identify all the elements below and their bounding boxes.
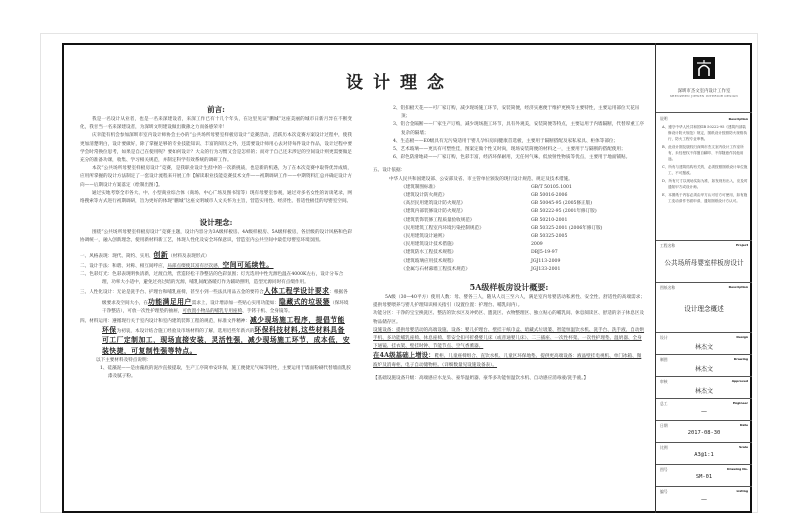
- company-name-en: SHENZHEN JIEWEN INTERIOR DESIGN: [669, 94, 739, 98]
- highlight-text: 环保科技材料,这些材料具备可工厂定制加工，现场直接安装，灵活性强，减少现场施工环节，成本低，安装快捷，可复制性强等特点。: [102, 326, 351, 355]
- basis-heading: 五、设计依据：: [373, 168, 406, 174]
- highlight-text: 减少现场施工程序，提倡节能环保: [102, 316, 345, 335]
- highlight-text: 功能满足用户: [147, 297, 192, 306]
- project-name: 公共场所母婴室样板房设计: [664, 259, 744, 267]
- norm-row: 《建筑装饰装修工程质量验收规范》 GB 50210-2001: [401, 217, 568, 223]
- title-block: [655, 43, 752, 513]
- norm-row: 《建筑玻璃应用技术规程》 JGJ113-2009: [401, 258, 561, 264]
- document-title: 设计理念: [346, 73, 454, 93]
- project-name-cell: 工程名称 Project 公共场所母婴室样板房设计: [656, 241, 752, 283]
- note-item: D、所有尺寸以现场实际为准，如发现有出入，应及时通知甲方或设计师。: [662, 179, 748, 189]
- concept-item-humanized: 三、人性化设计：无论是洗手台、护理台和哺乳座椅，甚至小到一些法具用品五金的要符合人体工程学设计要求：根据各级要求及空间大小，在功能满足用户需求上，设计增添加一些贴心实用功能如：隐藏式的垃圾篓（保环境干净整洁），可放一次性护理垫的抽屉，可放置小物品的哺乳专用座椅、手铐干机、全身镜等。: [80, 287, 349, 314]
- concept-item-technique: 二、设计手法：和谐、对称、相互间呼应，局部点缀使其富有层次感，空间可延续性。: [80, 260, 274, 269]
- preface-paragraph-1: 我是一名设计从业者，也是一名来深建设者，来深工作已有十几个年头，在这里见证“鹏城”这座美丽的城市日新月异在不断变化，我甘当一名来深建设者，为深圳文明建设做出微薄之力而备感荣幸！: [80, 117, 352, 131]
- scale-cell: 比例 Scale A3@1:1: [656, 443, 752, 465]
- drafter-cell: 制图 Drawing 林杰文: [656, 355, 752, 377]
- highlight-text: 创新: [153, 250, 169, 259]
- norm-row: 《建筑设计防火规范》 GB 50016-2006: [401, 193, 568, 199]
- material-item-6: 6、彩色防滑地砖——厂家订购，色彩丰富，经济环保耐用，无任何气味，低放射性物质等优点，主要用于地面铺贴。: [393, 155, 631, 161]
- designer-cell: 设计 Design 林杰文: [656, 333, 752, 355]
- norm-row: 《民用建筑设计技术措施》 2009: [401, 242, 543, 248]
- material-item-3: 3、铝合金隔断——厂家生产订购，减少现场施工环节，具有外观美，安装简便等特点，主要运用于内墙隔断，代替厚重工序复杂的隔墙；: [393, 122, 644, 136]
- basis-intro: 中华人民共和国建设部、公安部及省、市主管单位颁发的现行设计规范、规定及技术措施。: [389, 176, 573, 182]
- norms-table: [401, 184, 645, 274]
- norm-row: 《建筑制图标准》 GB/T 50105.1001: [401, 184, 572, 190]
- date-cell: 日期 Date 2017-08-30: [656, 421, 752, 443]
- drawing-name-cell: 图纸名称 Description 设计理念概述: [656, 283, 752, 333]
- facilities-line: 设施设备：提供母婴活动的高端设施、设备：婴儿护理台、壁挂干纸巾盒、暗藏式垃圾篓、智能恒温饮水机、洗手台、洗手液、自动烘手机、多功能哺乳座椅、休息座椅、带安全扣可折叠婴儿床（或普通婴儿床）、二三插座、一次性杯架、一次性护理垫、温奶器、全身下通镜、挂衣架、壁挂时钟、节能节点、空气香薰器。: [373, 327, 645, 350]
- left-column: [80, 103, 352, 381]
- listing-cell: 编号 Listing —: [660, 489, 748, 503]
- drawing-name: 设计理念概述: [684, 305, 724, 313]
- company-logo-area: [656, 43, 752, 113]
- preface-paragraph-2: 庆幸能有机会参加深圳市室内设计师协会主办的“公共场所母婴室样板房设计”竞赛活动，活跃历本次竞赛方案设计过程中，使我更加清楚明白，设计要做好，除了掌握足够的专业技能知识、丰富的阅历之外，还需要设计师用心去对待每件设计作品，设计过程中要学会时常换位思考，如果是自己在使用呢？要如何设计？大众的行为习惯又会是怎样的；而对于自己还未涉足的空间设计则更需要做足充分的准备功课，收集、学习相关规范，并制定科学有效系统的调研工作。: [80, 133, 352, 164]
- basic-upgrade-note: 【基础设施设备升级：高端感应水龙头、豪华温奶器、豪华多功能恒温饮水机、自动感应消毒液/洗手液。】: [373, 375, 589, 381]
- note-item: A、遵守中华人民共和国GB 50222-95《建筑内部装修设计防火规范》规定，图纸设计按照防火规格执行，防火工程专业审核。: [662, 125, 748, 141]
- highlight-text: 隐藏式的垃圾篓: [279, 297, 331, 306]
- highlight-text: 空间可延续性。: [222, 260, 274, 269]
- concept-item-color-lighting: 二、色彩灯光：色彩表现明快清新，过渡自然，营造轻松干净整洁的色彩氛围；灯光选用中性光源色温在4000K左右，设计分布合理，功率大小适中，避免过亮过暗的光源，哺乳间配备暖灯作为辅助照明，造型光源同时有点缀作用。: [80, 272, 344, 286]
- norm-row: 《民用建筑工程室内环境污染控制规范》 GB 50325-2001 (2006年修订版): [401, 225, 603, 231]
- concept-heading: 设计理念:: [199, 218, 233, 228]
- material-item-1: 1、硅藻泥——是由藻底的泥沙直接提取，生产工序简单安环保，施工便捷无气味等特性，主要运用于墙面粉刷代替墙面乳胶漆及腻子粉。: [100, 366, 351, 380]
- right-column: [373, 105, 645, 383]
- zoning-line: 功能分区：干净的宝宝换洗区、整洁的饮水区及冲奶区、盥洗区、衣物整理区、独立贴心的哺乳间、休息阅读区、舒适的亲子休息区及物品储存区。: [373, 311, 645, 325]
- norm-row: 《金属与石材幕墙工程技术规范》 JGJ133-2001: [401, 266, 561, 272]
- preface-heading: 前言:: [207, 105, 225, 114]
- engineer-cell: 总工 Engineer —: [656, 399, 752, 421]
- material-item-5: 5、艺术玻璃——更具有可塑性佳，图案定做个性又时尚，现场安装简便的材料之一，主要用于与隔断的搭配使用；: [393, 147, 626, 153]
- note-item: B、此设计图及版权归深圳市杰文室内设计工作室所有，未经授权不得擅自翻印、不得随意作其他用途。: [662, 145, 744, 161]
- drawing-number-cell: 图号 Drawing No. SM-01: [656, 465, 752, 487]
- note-item: C、所有与建筑结构有关的，必须按照图纸设计单位施工，不可擅改。: [662, 165, 748, 175]
- concept-item-materials: 四、材料运用：遵循现行关于室内设计和室内建筑装饰工程的规范，标准文件精神：减少现场施工程序，提倡节能环保为初衷，本设计结合施工经验及市场材料的了解，选用近些年新兴的环保科技材料,这些材料具备可工厂定制加工，现场直接安装，灵活性强，减少现场施工环节，成本低，安装快捷，可复制性强等特点。: [80, 316, 351, 355]
- upgrade-line: 在4A级基础上增设：鞋柜、儿童座椅组合、直饮水机、儿童区环保地垫、提供更高端设备：液晶壁挂电视机、单门冰箱、微波炉及消毒柜、电子自动储物柜。（详细数量见设施设备表）。: [373, 351, 642, 368]
- preface-paragraph-4: 通过实地考察全市各大、中、小型商业综合体（商场、中心广场及图书馆等）现有母婴室参观，通过对多名女性的访谈笔录，网络搜索等方式进行初期调研，旨为更好的体现“鹏城”这座文明城市人文关怀为主旨，营造实用性、经济性、普适性极佳的母婴室空间。: [80, 190, 352, 205]
- norm-row: 《建筑内部装修设计防火规范》 GB 50222-95 (2001年修订版): [401, 209, 597, 215]
- overview-heading: 5A级样板房设计概要:: [469, 282, 549, 293]
- norm-row: 《民用建筑设计通则》 GB 50325-2005: [401, 234, 568, 240]
- concept-paragraph: 围绕“公共场所母婴室样板房设计”竞赛主题，设计内容分为3A级样板房、4A级样板房、5A级样板房，各层级的设计风格和色彩协调统一，融入创新理念，使用新材料新工艺，体现人性化及安全环保意识，营造室内公共空间中最佳母婴室环境氛围。: [80, 230, 352, 244]
- notes-cell: 说明 Description A、遵守中华人民共和国GB 50222-95《建筑内部装修设计防火规范》规定，图纸设计按照防火规格执行，防火工程专业审核。 B、此设计图及版权归深圳市杰文室内设计工作室所有，未经授权不得擅自翻印、不得随意作其他用途。 C、所有与建筑结构有关的，必须按照图纸设计单位施工，不可擅改。 D、所有尺寸以现场实际为准，如发现有出入，应及时通知甲方或设计师。 E、本图纸于内容必须由甲方认可后方可使用，如有施工变动请作书面申请，通知图纸设计方认可。: [656, 113, 752, 241]
- approver-cell: 审核 Approved 林杰文: [656, 377, 752, 399]
- highlight-text: 人体工程学设计要求: [263, 287, 330, 296]
- materials-intro: 以下主要材料及特点说明：: [96, 357, 152, 363]
- material-item-2: 2、铝扣板天花——可厂家订购，减少现场施工环节，安装简便，经济实惠便于维护更换等主要特性，主要运用部位天花吊顶；: [393, 106, 640, 120]
- norm-row: 《高层民用建筑设计防火规范》 GB 50045-95 (2005修正版): [401, 201, 593, 207]
- note-item: E、本图纸于内容必须由甲方认可后方可使用，如有施工变动请作书面申请，通知图纸设计方认可。: [662, 193, 748, 203]
- company-logo-icon: [693, 57, 715, 79]
- overview-paragraph: 5A级（30—40平方）使用人数：母、婴各三人，随从人员三至六人，满足室内母婴活动私密性、安全性、舒适性的高端需求；提供母婴喂养与婴儿护理知识相关指引（设置位置：护理台、哺乳间内）。: [373, 295, 645, 309]
- concept-item-style: 一、风格表现：现代、简约、实用、创新（材料及表现形式）: [80, 250, 210, 259]
- preface-paragraph-3: 本次“公共场所母婴室样板房设计”竞赛，是我职业设计生涯中的一次新挑战，也是新的机遇，为了在本次竞赛中取得优异成绩，应用所掌握的设计方法制定了一套设计流程来开展工作【解读职业技能竞赛技术文件——初期调研工作——中期资料汇总并确定设计方向——后期设计方案落定（绘制出图）】。: [80, 166, 352, 188]
- norm-row: 《建筑防水工程技术规程》 DBJ5-19-97: [401, 250, 558, 256]
- material-item-4: 4、生态板——E0级具有无污染适用于婴儿孕妇房间健康首选板，主要用于隔断搭配及家私家具、柜体等部位；: [393, 138, 619, 144]
- company-name: 深圳市杰文室内设计工作室: [677, 89, 731, 94]
